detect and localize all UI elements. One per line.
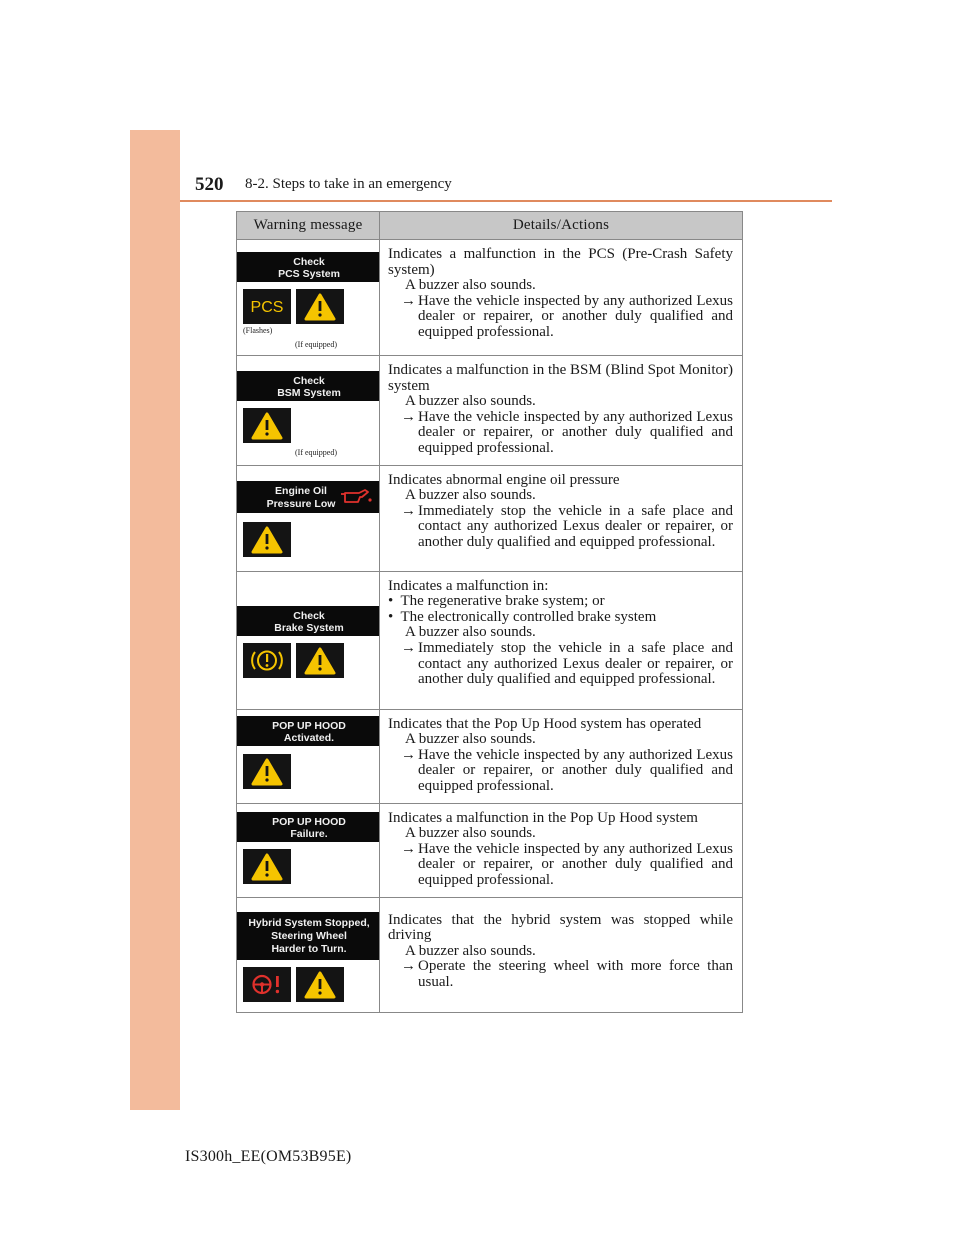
brake-warning-icon (243, 643, 291, 678)
display-line-2: Steering Wheel (271, 929, 347, 942)
display-line-1: Check (293, 256, 325, 268)
arrow-icon: → (401, 958, 416, 975)
warning-message-cell (237, 571, 380, 709)
table-row (237, 571, 743, 709)
details-text: Indicates a malfunction in: (388, 577, 549, 594)
details-text: Indicates a malfunction in the PCS (Pre-Crash Safety system) (388, 246, 733, 278)
buzzer-note: A buzzer also sounds. (405, 624, 536, 641)
pcs-warning-display (237, 240, 379, 352)
table-row (237, 465, 743, 571)
arrow-icon: → (401, 746, 416, 763)
display-line-2: Pressure Low (266, 497, 336, 510)
action-item (388, 641, 733, 688)
master-warning-icon (243, 754, 291, 789)
arrow-icon: → (401, 408, 416, 425)
action-item (388, 748, 733, 795)
arrow-icon: → (401, 292, 416, 309)
column-header-warning-message: Warning message (237, 212, 380, 240)
model-code-footer: IS300h_EE(OM53B95E) (185, 1148, 352, 1165)
page-number: 520 (195, 174, 224, 195)
brake-system-warning-display (237, 572, 379, 706)
bullet-item: • The regenerative brake system; or (388, 593, 605, 610)
section-title: 8-2. Steps to take in an emergency (245, 176, 452, 192)
action-text: Immediately stop the vehicle in a safe place and contact any authorized Lexus dealer or repairer, or another duly qualified and equipped professional. (418, 639, 733, 688)
warning-message-cell (237, 897, 380, 1012)
display-line-3: Harder to Turn. (271, 942, 347, 955)
bullet-icon: • (388, 608, 394, 625)
master-warning-icon (296, 643, 344, 678)
action-item (388, 504, 733, 551)
pcs-indicator-icon (243, 289, 291, 324)
action-item (388, 410, 733, 457)
display-line-1: Check (293, 609, 325, 622)
buzzer-note: A buzzer also sounds. (405, 825, 536, 842)
arrow-icon: → (401, 502, 416, 519)
display-line-1: Engine Oil (275, 484, 327, 497)
action-text: Have the vehicle inspected by any authorized Lexus dealer or repairer, or another duly qualified and equipped professional. (418, 408, 733, 456)
display-line-2: Brake System (274, 621, 344, 634)
warning-message-cell (237, 803, 380, 897)
details-text: Indicates a malfunction in the Pop Up Hood system (388, 809, 698, 826)
display-line-1: POP UP HOOD (272, 719, 346, 732)
buzzer-note: A buzzer also sounds. (405, 731, 536, 748)
details-text: Indicates that the Pop Up Hood system has operated (388, 715, 702, 732)
action-item (388, 959, 733, 990)
action-text: Have the vehicle inspected by any authorized Lexus dealer or repairer, or another duly qualified and equipped professional. (418, 746, 733, 794)
table-row (237, 240, 743, 356)
warning-message-cell (237, 709, 380, 803)
details-cell (380, 897, 743, 1012)
action-text: Operate the steering wheel with more force than usual. (418, 958, 733, 990)
details-cell (380, 571, 743, 709)
engine-oil-warning-display (237, 466, 379, 568)
warning-message-cell (237, 240, 380, 356)
display-line-2: Failure. (290, 827, 328, 840)
master-warning-icon (243, 849, 291, 884)
if-equipped-note: (If equipped) (295, 340, 337, 349)
buzzer-note: A buzzer also sounds. (405, 393, 536, 410)
hybrid-system-stopped-display (237, 898, 379, 1009)
table-row (237, 803, 743, 897)
details-text: Indicates abnormal engine oil pressure (388, 471, 620, 488)
display-line-1: Hybrid System Stopped, (248, 916, 370, 929)
master-warning-icon (296, 967, 344, 1002)
bullet-icon: • (388, 593, 394, 610)
arrow-icon: → (401, 840, 416, 857)
table-row (237, 709, 743, 803)
display-line-1: POP UP HOOD (272, 815, 346, 828)
warning-message-cell (237, 465, 380, 571)
details-cell (380, 465, 743, 571)
page-header (195, 172, 830, 202)
warning-message-cell (237, 356, 380, 466)
table-header-row (237, 212, 743, 240)
action-text: Immediately stop the vehicle in a safe place and contact any authorized Lexus dealer or repairer, or another duly qualified and equipped professional. (418, 502, 733, 550)
buzzer-note: A buzzer also sounds. (405, 487, 536, 504)
pcs-icon-label: PCS (250, 299, 284, 316)
details-text: Indicates a malfunction in the BSM (Blind Spot Monitor) system (388, 362, 733, 394)
master-warning-icon (243, 522, 291, 557)
master-warning-icon (296, 289, 344, 324)
buzzer-note: A buzzer also sounds. (405, 942, 536, 959)
details-cell (380, 240, 743, 356)
header-rule (180, 200, 832, 202)
if-equipped-note: (If equipped) (295, 448, 337, 457)
flashes-note: (Flashes) (243, 326, 273, 335)
chapter-sidebar-tab (130, 130, 180, 1110)
details-cell (380, 356, 743, 466)
pop-up-hood-failure-display (237, 804, 379, 891)
pop-up-hood-activated-display (237, 710, 379, 797)
column-header-details-actions: Details/Actions (380, 212, 743, 240)
details-cell (380, 803, 743, 897)
bullet-item: • The electronically controlled brake system (388, 608, 657, 625)
display-line-2: BSM System (277, 387, 341, 399)
buzzer-note: A buzzer also sounds. (405, 277, 536, 294)
arrow-icon: → (401, 639, 416, 656)
display-line-1: Check (293, 375, 325, 387)
action-item (388, 294, 733, 341)
details-text: Indicates that the hybrid system was stopped while driving (388, 911, 733, 944)
action-text: Have the vehicle inspected by any authorized Lexus dealer or repairer, or another duly qualified and equipped professional. (418, 292, 733, 340)
table-row (237, 356, 743, 466)
display-line-2: PCS System (278, 268, 340, 280)
warning-message-table (236, 211, 743, 1013)
details-cell (380, 709, 743, 803)
bsm-warning-display (237, 356, 379, 460)
action-item (388, 842, 733, 889)
master-warning-icon (243, 408, 291, 443)
action-text: Have the vehicle inspected by any authorized Lexus dealer or repairer, or another duly qualified and equipped professional. (418, 840, 733, 888)
power-steering-warning-icon (243, 967, 291, 1002)
display-line-2: Activated. (283, 731, 335, 744)
table-row (237, 897, 743, 1012)
